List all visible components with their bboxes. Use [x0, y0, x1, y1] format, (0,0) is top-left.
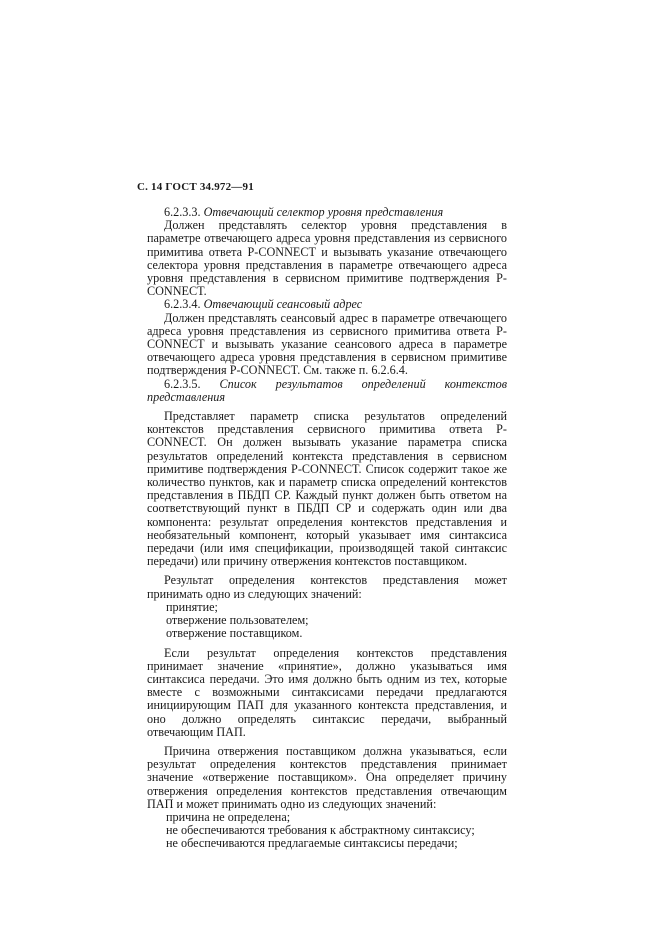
section-title: Отвечающий сеансовый адрес	[203, 297, 363, 312]
list-item: отвержение пользователем;	[166, 613, 309, 628]
section-6-2-3-5-paragraph-3: Если результат определения контекстов представления принимает значение «принятие», должно указываться имя синтаксиса передачи. Это имя должно быть одним из тех, которые вместе с возможными синтаксисами передачи предлагаются инициирующим ПАП для указанного контекста представления, и оно должно определять синтаксис передачи, выбранный отвечающим ПАП.	[147, 645, 507, 739]
section-6-2-3-5-paragraph-2: Результат определения контекстов представления может принимать одно из следующих значений:	[147, 573, 507, 601]
list-item: принятие;	[166, 599, 218, 614]
page-header: С. 14 ГОСТ 34.972—91	[137, 181, 254, 193]
section-title: Список результатов определений контекстов представления	[147, 376, 508, 404]
section-6-2-3-4-text: Должен представлять сеансовый адрес в параметре отвечающего адреса уровня представления из сервисного примитива ответа P-CONNECT и вызывать указание сеансового адреса в параметре отвечающего адреса уровня представления в сервисном примитиве подтверждения P-CONNECT. См. также п. 6.2.6.4.	[147, 310, 507, 378]
section-number: 6.2.3.3.	[164, 205, 201, 219]
section-number: 6.2.3.4.	[164, 297, 201, 312]
section-6-2-3-5-paragraph-4: Причина отвержения поставщиком должна указываться, если результат определения контекстов представления принимает значение «отвержение поставщиком». Она определяет причину отвержения определения контекстов представления отвечающим ПАП и может принимать одно из следующих значений:	[147, 743, 507, 811]
list-item: не обеспечиваются требования к абстрактному синтаксису;	[166, 823, 475, 838]
section-6-2-3-5-paragraph-1: Представляет параметр списка результатов определений контекстов представления сервисного примитива ответа P-CONNECT. Он должен вызывать указание параметра списка результатов определений контекста представления в сервисном примитиве подтверждения P-CONNECT. Список содержит такое же количество пунктов, как и параметр списка определений контекстов представления в ПБДП СР. Каждый пункт должен быть ответом на соответствующий пункт в ПБДП СР и содержать один или два компонента: результат определения контекстов представления и необязательный компонент, который указывает имя синтаксиса передачи (или имя спецификации, производящей такой синтаксис передачи) или причину отвержения контекстов поставщиком.	[147, 409, 507, 569]
section-6-2-3-4-heading	[147, 298, 507, 311]
section-6-2-3-5-heading	[147, 378, 507, 404]
document-body	[147, 206, 507, 851]
section-number: 6.2.3.5.	[164, 376, 201, 391]
list-item: не обеспечиваются предлагаемые синтаксисы передачи;	[166, 836, 458, 851]
section-title: Отвечающий селектор уровня представления	[203, 205, 444, 219]
list-item: причина не определена;	[166, 809, 291, 824]
list-item: отвержение поставщиком.	[166, 626, 303, 641]
section-6-2-3-3-text: Должен представлять селектор уровня представления в параметре отвечающего адреса уровня представления из сервисного примитива ответа P-CONNECT и вызывать указание отвечающего селектора уровня представления в параметре отвечающего адреса уровня представления в сервисном примитиве подтверждения P-CONNECT.	[147, 218, 507, 299]
